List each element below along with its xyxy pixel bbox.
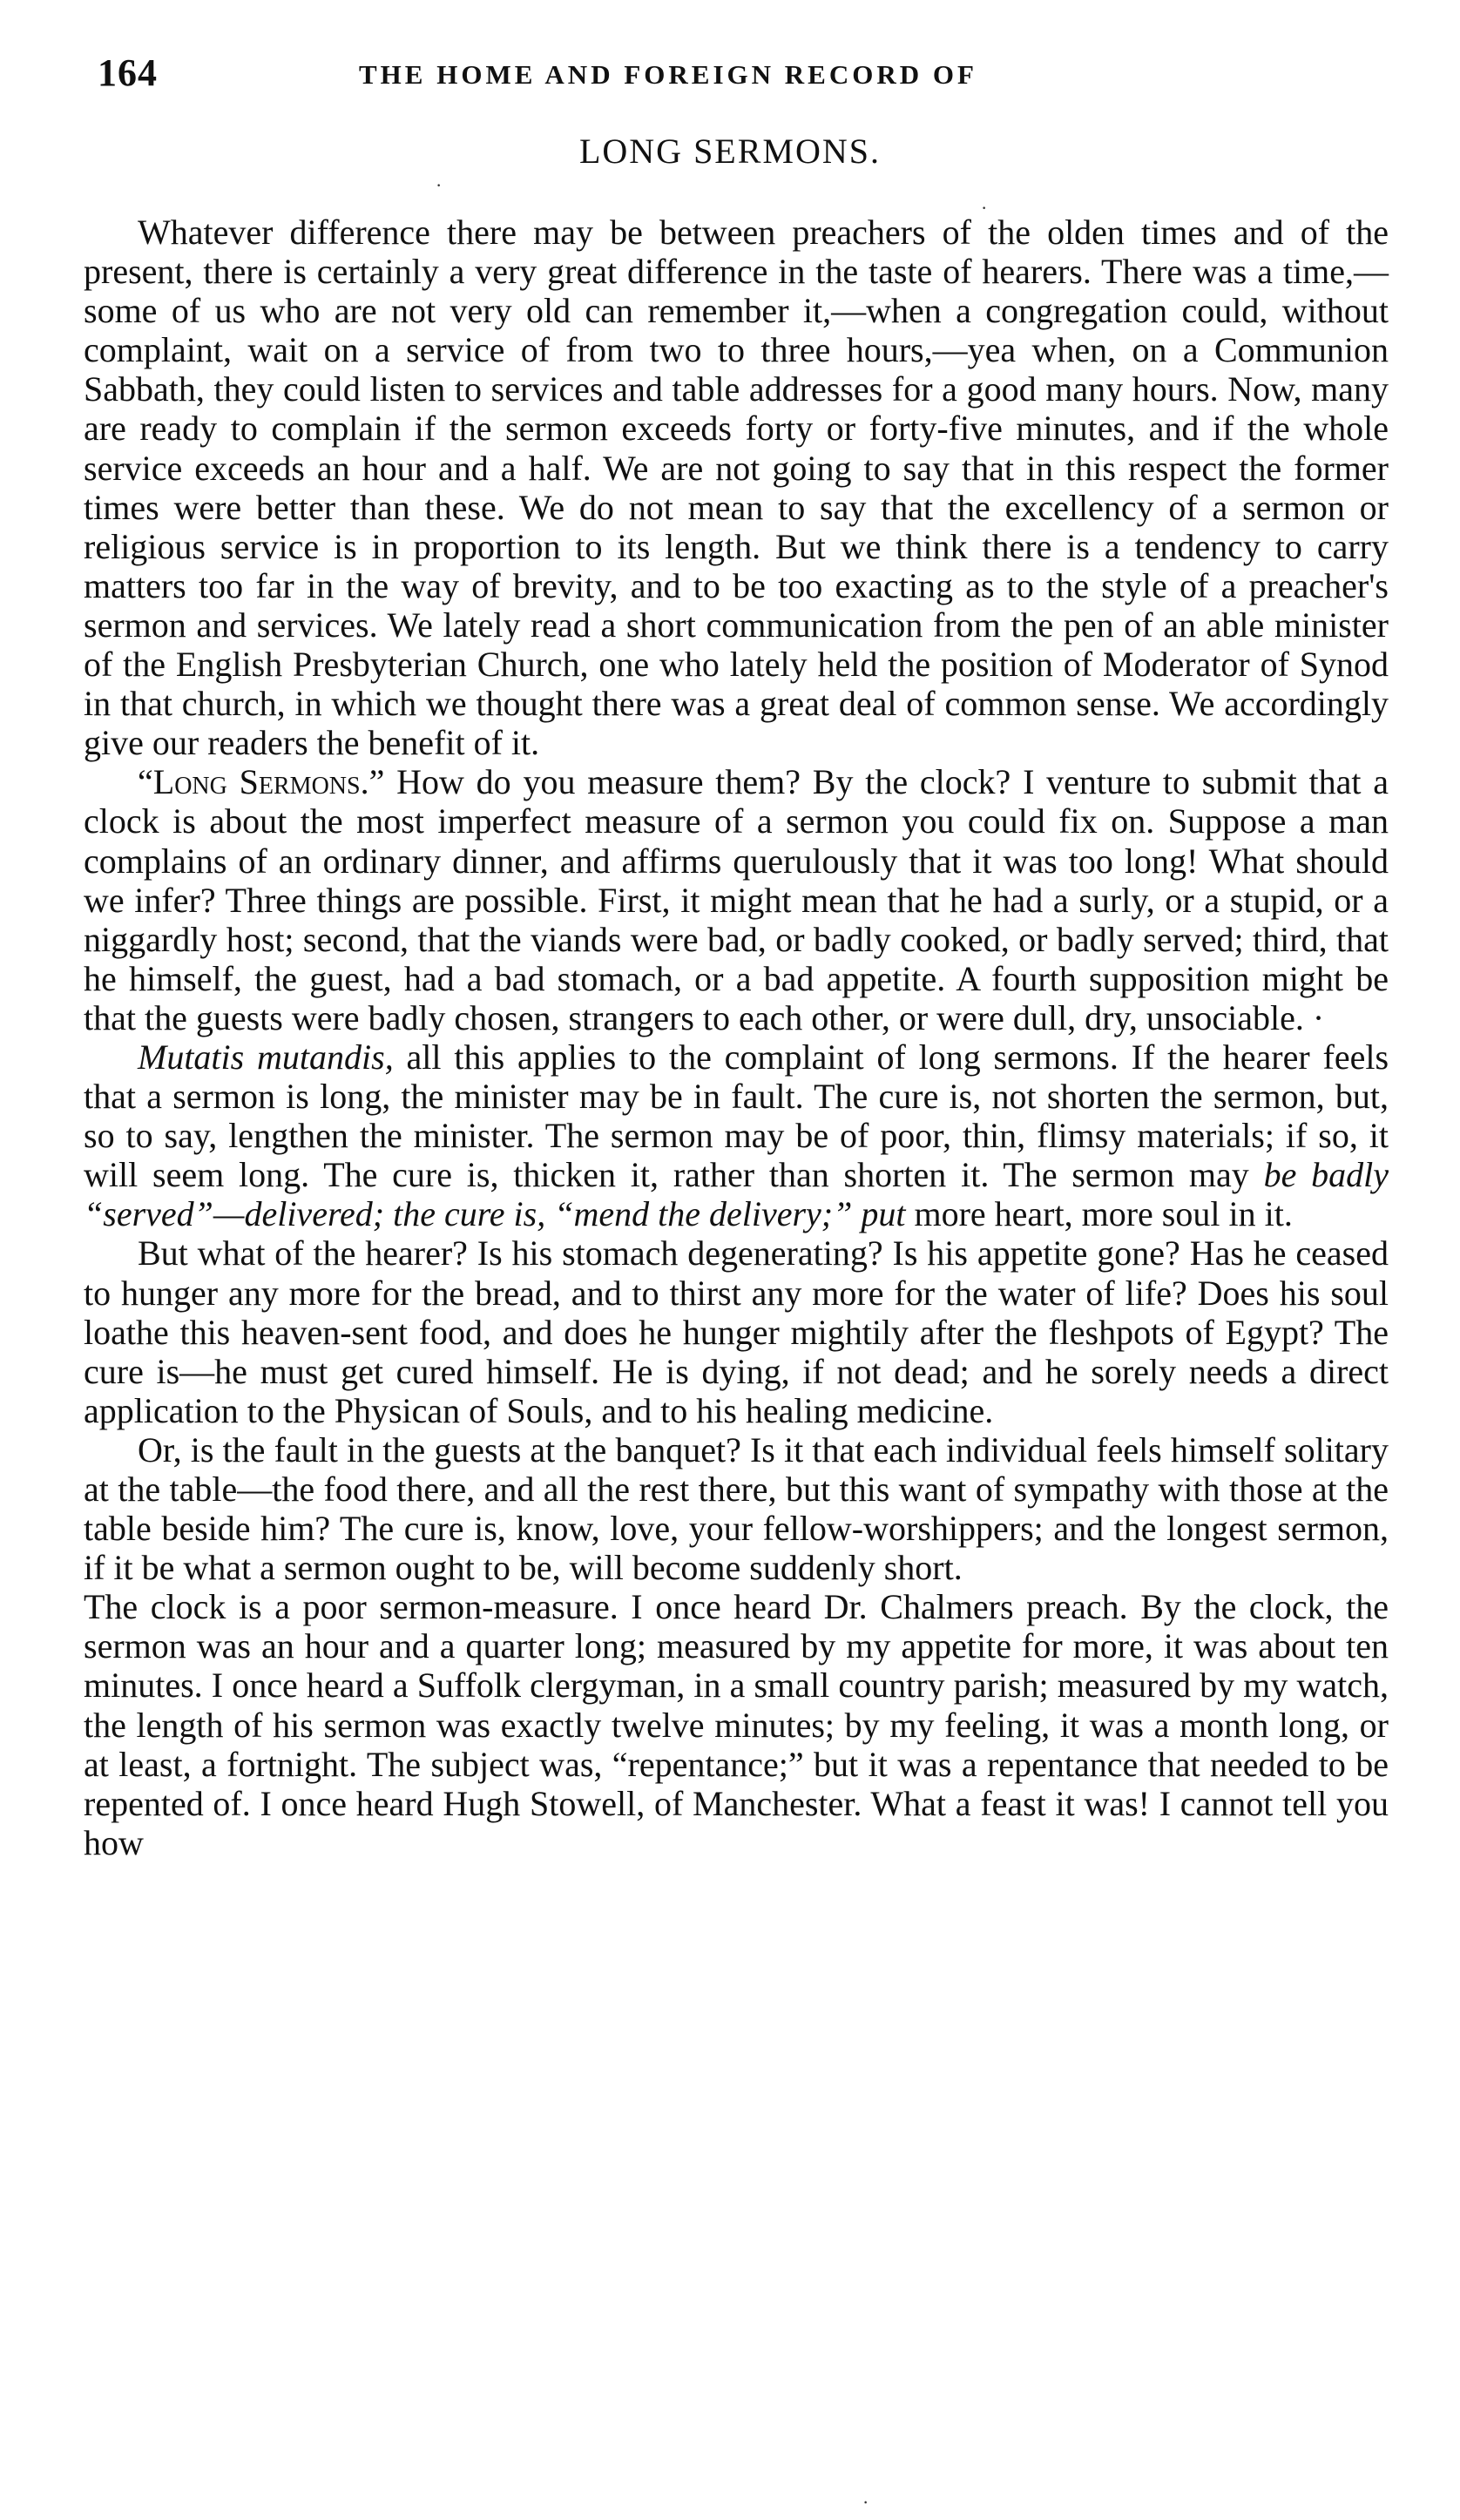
article-body <box>84 213 1389 1862</box>
italic-phrase: be badly “served”—delivered; the cure is, “mend the delivery;” put <box>84 1155 1389 1234</box>
stray-mark-dot: · <box>436 174 443 196</box>
article-title: LONG SERMONS. <box>578 132 882 171</box>
paragraph-introduction: Whatever difference there may be between preachers of the olden times and of the present, there is certainly a very great difference in the taste of hearers. There was a time,—some of us who are not very old can remember it,—when a congregation could, without complaint, wait on a service of from two to three hours,—yea when, on a Communion Sabbath, they could listen to services and table addresses for a good many hours. Now, many are ready to complain if the sermon exceeds forty or forty-five minutes, and if the whole service exceeds an hour and a half. We are not going to say that in this respect the former times were better than these. We do not mean to say that the excellency of a sermon or religious service is in proportion to its length. But we think there is a tendency to carry matters too far in the way of brevity, and to be too exacting as to the style of a preacher's sermon and services. We lately read a short communication from the pen of an able minister of the English Presbyterian Church, one who lately held the position of Moderator of Synod in that church, in which we thought there was a great deal of common sense. We accordingly give our readers the benefit of it. <box>84 213 1389 763</box>
paragraph-long-sermons <box>84 762 1389 1037</box>
stray-mark-dot: · <box>981 197 988 219</box>
open-quote: “ <box>138 762 153 802</box>
page-number: 164 <box>98 51 158 94</box>
journal-title: THE HOME AND FOREIGN RECORD OF <box>359 59 977 90</box>
paragraph-the-guests: Or, is the fault in the guests at the banquet? Is it that each individual feels himself solitary at the table—the food there, and all the rest there, but this want of sympathy with those at the table beside him? The cure is, know, love, your fellow-worshippers; and the longest sermon, if it be what a sermon ought to be, will become suddenly short. <box>84 1429 1389 1588</box>
running-head <box>98 51 1378 103</box>
paragraph-mutatis-mutandis <box>84 1037 1389 1233</box>
paragraph-text: more heart, more soul in it. <box>905 1194 1293 1234</box>
paragraph-sermon-measure: The clock is a poor sermon-measure. I once heard Dr. Chalmers preach. By the clock, the sermon was an hour and a quarter long; measured by my appetite for more, it was about ten minutes. I once heard a Suffolk clergyman, in a small country parish; measured by my watch, the length of his sermon was exactly twelve minutes; by my feeling, it was a month long, or at least, a fortnight. The subject was, “repentance;” but it was a repentance that needed to be repented of. I once heard Hugh Stowell, of Manchester. What a feast it was! I cannot tell you how <box>84 1587 1389 1862</box>
quoted-heading: Long Sermons. <box>152 762 369 802</box>
stray-mark-dot: · <box>862 2491 869 2513</box>
paragraph-text: ” How do you measure them? By the clock? I venture to submit that a clock is about the most imperfect measure of a sermon you could fix on. Suppose a man complains of an ordinary dinner, and affirms querulously that it was too long! What should we infer? Three things are possible. First, it might mean that he had a surly, or a stupid, or a niggardly host; second, that the viands were bad, or badly cooked, or badly served; third, that he himself, the guest, had a bad stomach, or a bad appetite. A fourth supposition might be that the guests were badly chosen, strangers to each other, or were dull, dry, unsociable. · <box>84 762 1389 1037</box>
paragraph-text: all this applies to the complaint of long sermons. If the hearer feels that a sermon is long, the minister may be in fault. The cure is, not shorten the sermon, but, so to say, lengthen the minister. The sermon may be of poor, thin, flimsy materials; if so, it will seem long. The cure is, thicken it, rather than shorten it. The sermon may <box>84 1037 1389 1195</box>
paragraph-the-hearer: But what of the hearer? Is his stomach degenerating? Is his appetite gone? Has he ceased to hunger any more for the bread, and to thirst any more for the water of life? Does his soul loathe this heaven-sent food, and does he hunger mightily after the fleshpots of Egypt? The cure is—he must get cured himself. He is dying, if not dead; and he sorely needs a direct application to the Physican of Souls, and to his healing medicine. <box>84 1233 1389 1430</box>
latin-phrase: Mutatis mutandis, <box>138 1037 394 1077</box>
